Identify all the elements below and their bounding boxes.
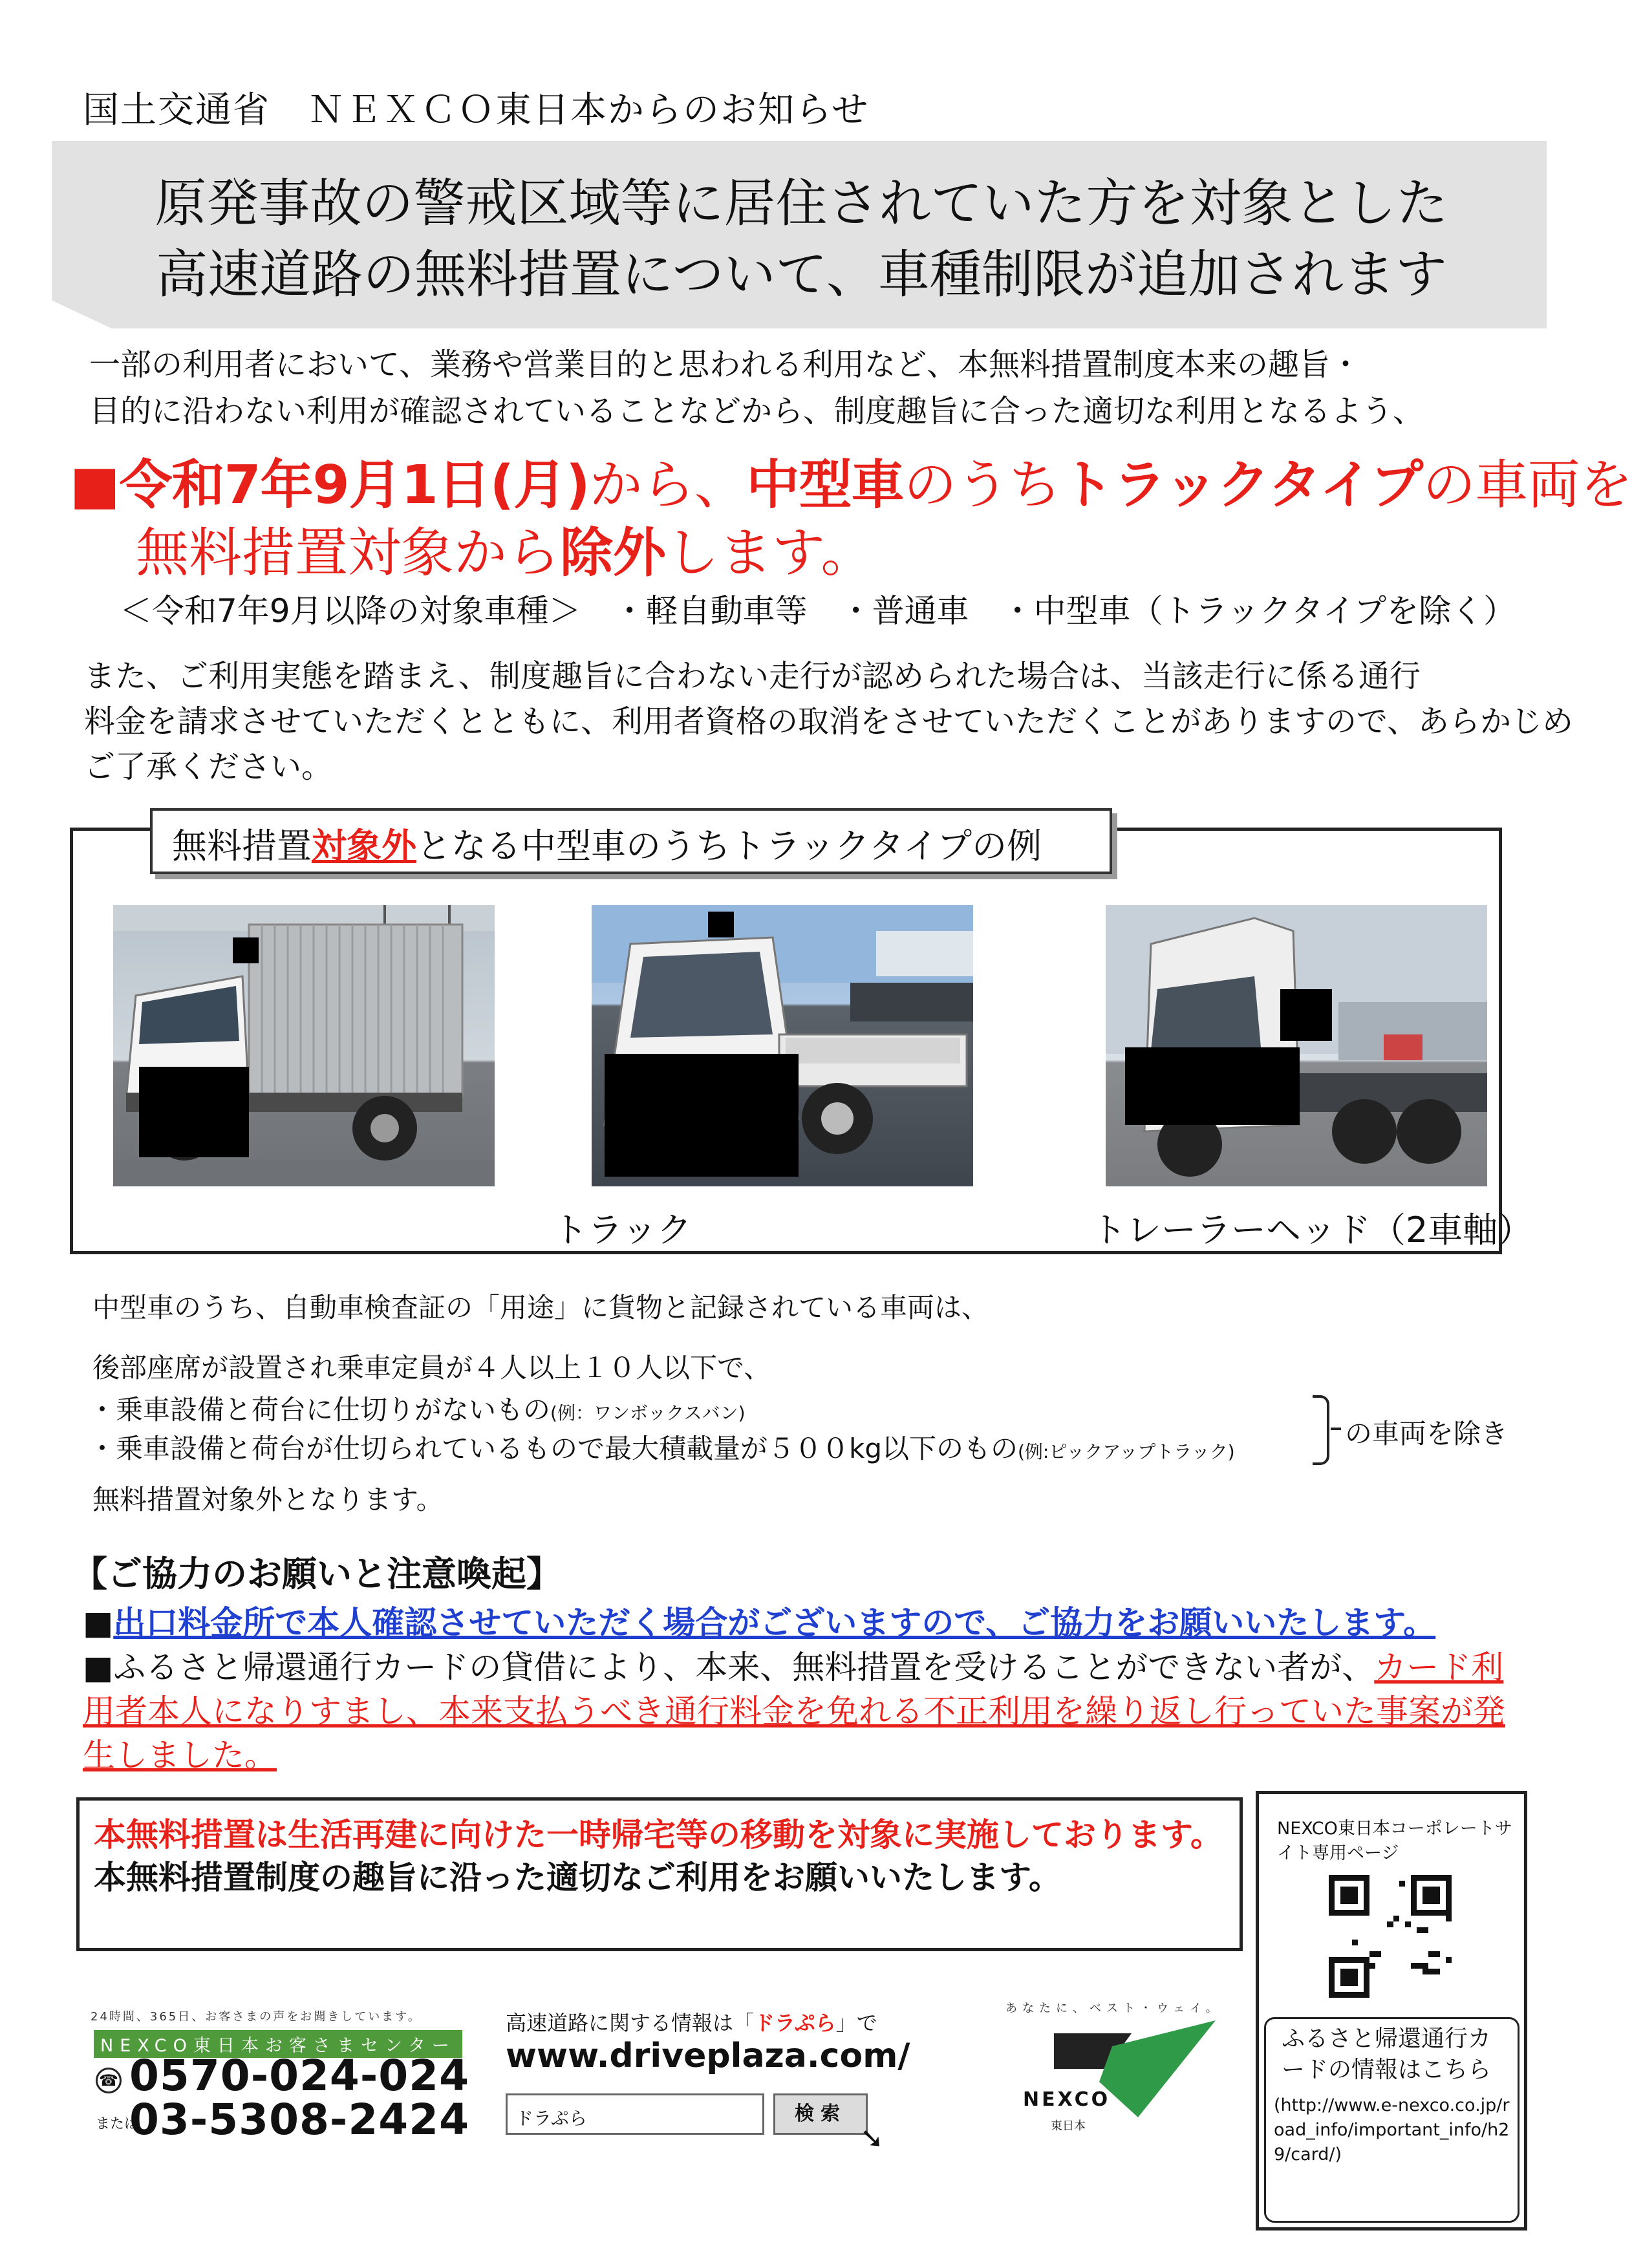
phone-icon: ☎ xyxy=(96,2068,122,2093)
spec-line-4-text: ・乗車設備と荷台が仕切られているもので最大積載量が５００kg以下のもの xyxy=(89,1433,1018,1464)
main-notice-line-2 xyxy=(136,511,874,586)
notice-date: 令和7年9月1日(月) xyxy=(119,455,590,516)
example-title-highlight: 対象外 xyxy=(312,826,416,866)
drive-url-link[interactable]: www.driveplaza.com/ xyxy=(506,2037,910,2075)
nexco-name: NEXCO xyxy=(1023,2088,1111,2111)
notice-excluded-suffix: します。 xyxy=(666,522,874,584)
spec-line-4 xyxy=(89,1428,1235,1466)
drive-info xyxy=(506,2007,877,2037)
cooperation-item-2-red: カード利用者本人になりすまし、本来支払うべき通行料金を免れる不正利用を繰り返し行っていた事案が発生しました。 xyxy=(83,1649,1505,1774)
notice-bullet: ■ xyxy=(70,455,120,516)
spec-suffix: の車両を除き xyxy=(1345,1418,1509,1450)
example-title-suffix: となる中型車のうちトラックタイプの例 xyxy=(416,826,1042,866)
notice-excluded-prefix: 無料措置対象から xyxy=(136,522,561,584)
spec-line-3 xyxy=(89,1389,746,1428)
qr-info-title: ふるさと帰還通行カードの情報はこちら xyxy=(1282,2026,1492,2083)
trailer-head-photo xyxy=(1106,905,1487,1186)
trailer-head-illustration xyxy=(1106,905,1487,1186)
drive-info-prefix: 高速道路に関する情報は「 xyxy=(506,2011,755,2035)
cooperation-bullet: ■ xyxy=(83,1604,114,1642)
nexco-region: 東日本 xyxy=(1051,2119,1086,2133)
truck-label: トラック xyxy=(553,1210,692,1250)
request-box xyxy=(76,1797,1243,1951)
spec-line-3-text: ・乗車設備と荷台に仕切りがないもの xyxy=(89,1394,551,1426)
spec-brace-tail xyxy=(1331,1428,1341,1430)
notice-vehicles: の車両を xyxy=(1423,455,1632,516)
spec-line-5: 無料措置対象外となります。 xyxy=(92,1484,444,1515)
notice-truck-type: トラックタイプ xyxy=(1060,455,1423,516)
qr-info-url[interactable]: (http://www.e-nexco.co.jp/road_info/important_info/h29/card/) xyxy=(1274,2095,1510,2165)
truck-photo-2 xyxy=(592,905,973,1186)
cooperation-item-1 xyxy=(83,1597,1435,1643)
cooperation-heading: 【ご協力のお願いと注意喚起】 xyxy=(72,1554,561,1594)
request-line-1: 本無料措置は生活再建に向けた一時帰宅等の移動を対象に実施しております。 xyxy=(94,1816,1223,1854)
example-title-prefix: 無料措置 xyxy=(172,826,312,866)
truck-photo-1 xyxy=(113,905,495,1186)
trailer-head-label: トレーラーヘッド（2車軸） xyxy=(1091,1210,1533,1250)
request-line-2: 本無料措置制度の趣旨に沿った適切なご利用をお願いいたします。 xyxy=(94,1859,1061,1896)
contact-phone-secondary[interactable]: 03-5308-2424 xyxy=(129,2095,470,2145)
nexco-slogan: あなたに、ベスト・ウェイ。 xyxy=(1005,2002,1223,2015)
spec-brace xyxy=(1313,1395,1329,1465)
cooperation-item-1-text: 出口料金所で本人確認させていただく場合がございますので、ご協力をお願いいたします。 xyxy=(113,1604,1436,1642)
qr-code-icon[interactable] xyxy=(1329,1875,1452,1998)
issuer-note: 国土交通省 ＮＥＸＣＯ東日本からのお知らせ xyxy=(83,89,870,131)
drive-info-suffix: 」で xyxy=(835,2011,877,2035)
spec-line-1: 中型車のうち、自動車検査証の「用途」に貨物と記録されている車両は、 xyxy=(92,1292,989,1323)
note-line-3: ご了承ください。 xyxy=(84,749,333,785)
spec-line-2: 後部座席が設置され乗車定員が４人以上１０人以下で、 xyxy=(92,1352,771,1384)
example-title xyxy=(150,808,1112,874)
notice-medium-vehicle: 中型車 xyxy=(746,455,904,516)
qr-caption: NEXCO東日本コーポレートサイト専用ページ xyxy=(1277,1819,1512,1863)
headline-line-2: 高速道路の無料措置について、車種制限が追加されます xyxy=(156,244,1447,305)
headline-line-1: 原発事故の警戒区域等に居住されていた方を対象とした xyxy=(155,173,1448,233)
drive-brand: ドラぷら xyxy=(754,2011,836,2035)
search-button[interactable]: 検索 xyxy=(773,2093,868,2135)
note-line-1: また、ご利用実態を踏まえ、制度趣旨に合わない走行が認められた場合は、当該走行に係る通行 xyxy=(84,658,1421,694)
cooperation-item-2-plain: ふるさと帰還通行カードの貸借により、本来、無料措置を受けることができない者が、 xyxy=(113,1649,1375,1686)
main-notice-line-1 xyxy=(70,443,1632,519)
spec-line-4-example: (例:ピックアップトラック) xyxy=(1017,1441,1235,1462)
contact-tagline: 24時間、365日、お客さまの声をお聞きしています。 xyxy=(91,2010,422,2024)
box-truck-illustration xyxy=(113,905,495,1186)
cooperation-item-2 xyxy=(83,1645,1531,1777)
search-input[interactable]: ドラぷら xyxy=(506,2093,764,2135)
intro-line-1: 一部の利用者において、業務や営業目的と思われる利用など、本無料措置制度本来の趣旨・ xyxy=(89,347,1362,383)
cursor-icon: ➘ xyxy=(860,2122,884,2155)
notice-excluded: 除外 xyxy=(560,522,667,584)
note-line-2: 料金を請求させていただくとともに、利用者資格の取消をさせていただくことがありますので、あらかじめ xyxy=(84,703,1574,740)
notice-from: から、 xyxy=(589,455,747,516)
contact-phone-primary[interactable]: 0570-024-024 xyxy=(129,2051,470,2101)
contact-alt-label: または xyxy=(96,2116,139,2132)
cooperation-bullet: ■ xyxy=(83,1649,114,1686)
contact-center-name: NEXCO東日本お客さまセンター xyxy=(94,2030,462,2058)
target-vehicles-line: ＜令和7年9月以降の対象車種＞ ・軽自動車等 ・普通車 ・中型車（トラックタイプを除く） xyxy=(120,592,1516,630)
spec-line-3-example: (例：ワンボックスバン) xyxy=(550,1402,746,1424)
flatbed-truck-illustration xyxy=(592,905,973,1186)
notice-among: のうち xyxy=(903,455,1061,516)
intro-line-2: 目的に沿わない利用が確認されていることなどから、制度趣旨に合った適切な利用となるよう、 xyxy=(89,393,1424,429)
